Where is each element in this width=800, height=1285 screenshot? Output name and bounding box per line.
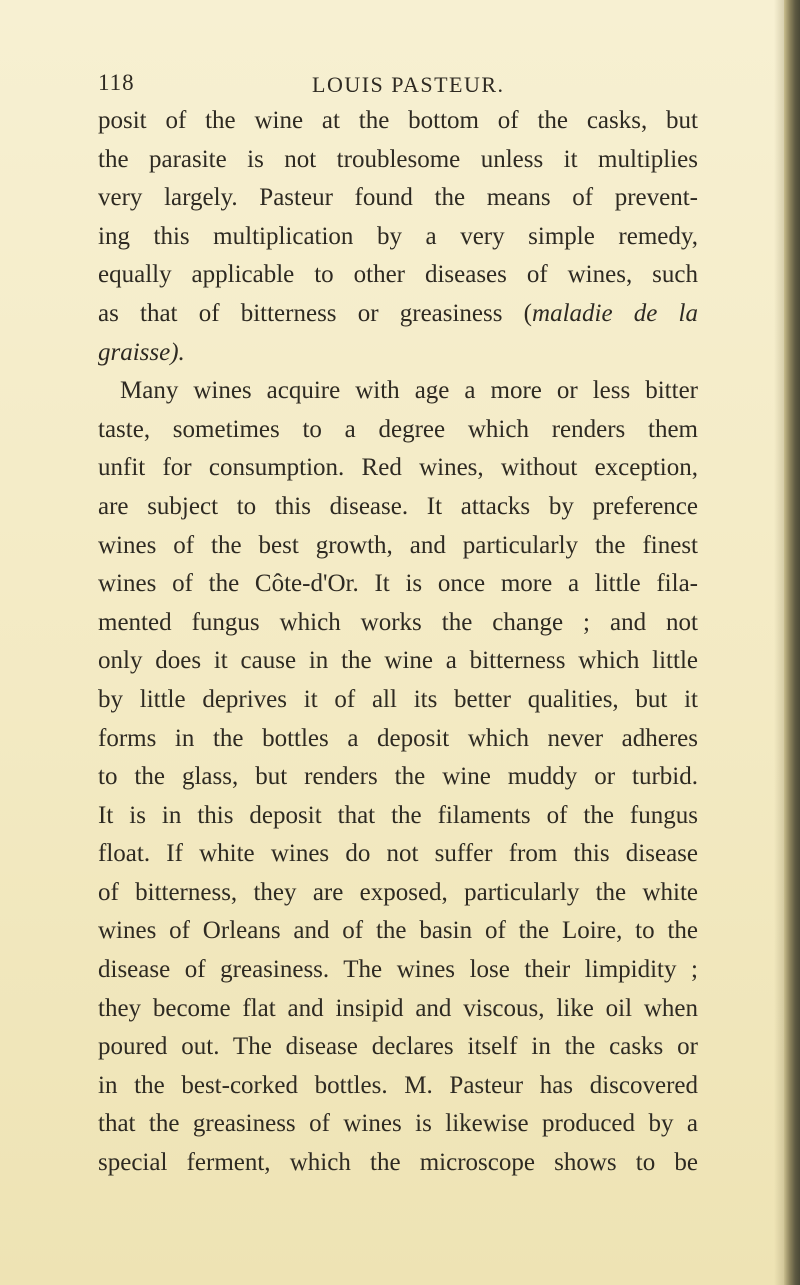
- text-line: by little deprives it of all its better qualities, but it: [98, 685, 698, 713]
- page-shadow: [774, 0, 784, 1285]
- text-line: wines of the best growth, and particularly the finest: [98, 531, 698, 559]
- text-line: special ferment, which the microscope shows to be: [98, 1149, 698, 1177]
- text-line: ing this multiplication by a very simple remedy,: [98, 222, 698, 250]
- text-line: taste, sometimes to a degree which renders them: [98, 415, 698, 443]
- running-title: LOUIS PASTEUR.: [312, 72, 505, 97]
- text-line: unfit for consumption. Red wines, without exception,: [98, 454, 698, 482]
- text-line: disease of greasiness. The wines lose their limpidity ;: [98, 956, 698, 984]
- text-line: the parasite is not troublesome unless it multiplies: [98, 145, 698, 173]
- paragraph-start-line: Many wines acquire with age a more or less bitter: [120, 377, 698, 405]
- running-header: [98, 70, 698, 104]
- text-line: poured out. The disease declares itself in the casks or: [98, 1033, 698, 1061]
- book-spine-edge: [784, 0, 800, 1285]
- text-line: posit of the wine at the bottom of the casks, but: [98, 107, 698, 134]
- text-line: It is in this deposit that the filaments of the fungus: [98, 801, 698, 829]
- italic-word: graisse).: [98, 338, 185, 366]
- text-line: [98, 256, 698, 295]
- text-line: float. If white wines do not suffer from this disease: [98, 840, 698, 868]
- text-line: wines of the Côte-d'Or. It is once more a little fila-: [98, 570, 698, 598]
- text-line: they become flat and insipid and viscous, like oil when: [98, 994, 698, 1022]
- italic-phrase: maladie de la: [532, 299, 698, 327]
- page-number: 118: [98, 70, 135, 95]
- text-line: [98, 334, 698, 373]
- text-line: mented fungus which works the change ; and not: [98, 608, 698, 636]
- text-line: in the best-corked bottles. M. Pasteur has discovered: [98, 1071, 698, 1099]
- text-line: wines of Orleans and of the basin of the Loire, to the: [98, 917, 698, 945]
- text-line: to the glass, but renders the wine muddy or turbid.: [98, 763, 698, 791]
- text-segment: equally applicable to other diseases of wines, such: [98, 261, 698, 289]
- text-segment: as that of bitterness or greasiness (: [98, 299, 533, 327]
- text-line: very largely. Pasteur found the means of prevent-: [98, 184, 698, 212]
- body-text: [98, 102, 698, 1183]
- text-line: are subject to this disease. It attacks by preference: [98, 492, 698, 520]
- text-line: only does it cause in the wine a bitterness which little: [98, 647, 698, 675]
- text-line: forms in the bottles a deposit which never adheres: [98, 724, 698, 752]
- text-line-with-italic: [98, 295, 698, 334]
- text-line: of bitterness, they are exposed, particularly the white: [98, 878, 698, 906]
- text-line: that the greasiness of wines is likewise produced by a: [98, 1110, 698, 1138]
